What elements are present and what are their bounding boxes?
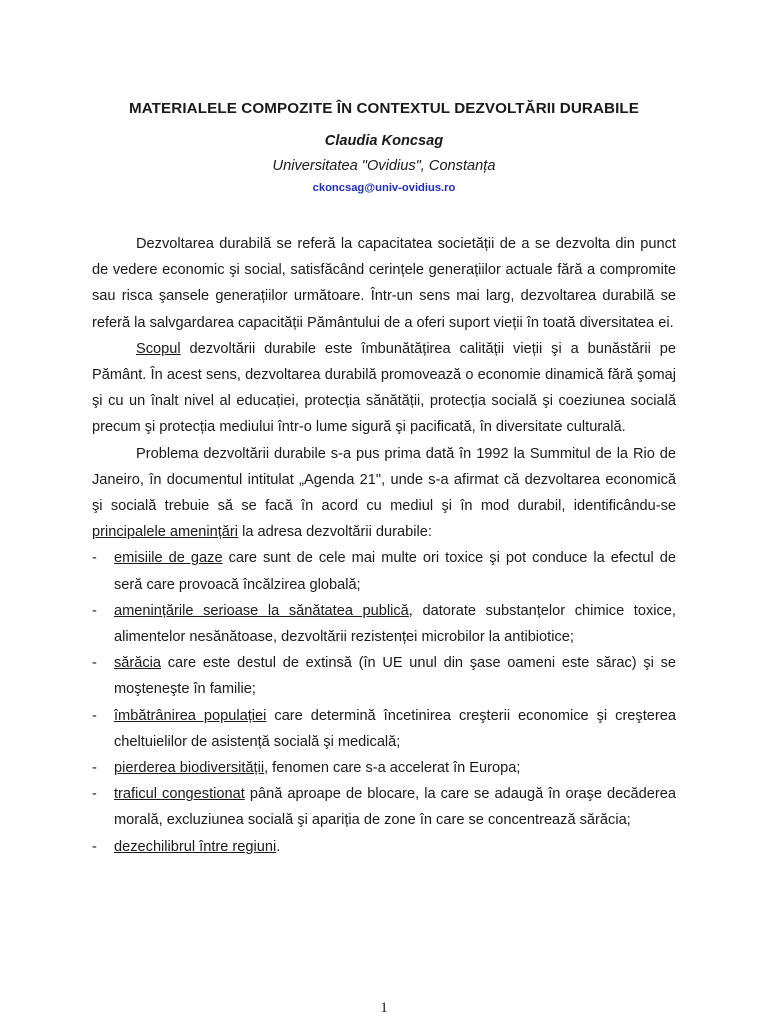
list-item-term: sărăcia — [114, 655, 162, 672]
list-item — [92, 781, 676, 833]
list-item-text: care determină încetinirea creşterii economice şi creşterea cheltuielilor de asistență socială şi medicală; — [114, 707, 676, 750]
paper-title: MATERIALELE COMPOZITE ÎN CONTEXTUL DEZVOLTĂRII DURABILE — [128, 100, 640, 117]
list-item — [92, 545, 676, 597]
list-item-term: îmbătrânirea populației — [114, 707, 267, 724]
bullet-dash: - — [92, 786, 97, 803]
paper-body — [92, 231, 676, 860]
paragraph-text: la adresa dezvoltării durabile: — [238, 524, 432, 541]
page-number: 1 — [380, 1000, 388, 1016]
paragraph-2 — [92, 336, 676, 441]
threats-list — [92, 545, 676, 859]
list-item-term: amenințările serioase la sănătatea publică — [114, 602, 409, 619]
list-item-term: dezechilibrul între regiuni — [114, 838, 277, 855]
list-item — [92, 834, 676, 860]
list-item-text: , datorate substanțelor chimice toxice, alimentelor nesănătoase, dezvoltării rezistenței microbilor la antibiotice; — [114, 602, 676, 646]
bullet-dash: - — [92, 760, 97, 777]
bullet-dash: - — [92, 707, 97, 724]
author-affiliation: Universitatea "Ovidius", Constanța — [272, 158, 496, 174]
list-item — [92, 598, 676, 650]
underlined-term: Scopul — [136, 340, 181, 357]
document-page — [92, 0, 676, 860]
list-item-text: . — [276, 838, 281, 855]
list-item — [92, 755, 676, 781]
underlined-term: principalele amenințări — [92, 524, 239, 541]
bullet-dash: - — [92, 550, 97, 567]
list-item-term: traficul congestionat — [114, 786, 245, 803]
paragraph-text: Problema dezvoltării durabile s-a pus prima dată în 1992 la Summitul de la Rio de Janeiro, în documentul intitulat „Agenda 21", unde s-a afirmat că dezvoltarea economică şi socială trebuie să se facă în acord cu mediul şi în mod durabil, identificându-se — [92, 445, 676, 515]
list-item-text: până aproape de blocare, la care se adaugă în oraşe decăderea morală, excluziunea socială şi apariția de zone în care se concentrează sărăcia; — [114, 786, 676, 829]
list-item — [92, 650, 676, 702]
list-item-text: care sunt de cele mai multe ori toxice şi pot conduce la efectul de seră care provoacă încălzirea globală; — [114, 550, 676, 593]
bullet-dash: - — [92, 602, 97, 619]
bullet-dash: - — [92, 838, 97, 855]
paragraph-text: dezvoltării durabile este îmbunătățirea calității vieții şi a bunăstării pe Pământ. În acest sens, dezvoltarea durabilă promovează o economie dinamică fără şomaj şi cu un înalt nivel al educației, protecția sănătății, protecția socială şi coeziunea socială precum şi protecția mediului într-o lume sigură şi pacificată, în diversitate culturală. — [92, 340, 676, 436]
paragraph-3 — [92, 441, 676, 546]
paragraph-1: Dezvoltarea durabilă se referă la capacitatea societății de a se dezvolta din punct de vedere economic şi social, satisfăcând cerințele generațiilor actuale fără a compromite sau risca şansele generațiilor următoare. Într-un sens mai larg, dezvoltarea durabilă se referă la salvgardarea capacității Pământului de a oferi suport vieții în toată diversitatea ei. — [92, 236, 676, 331]
list-item-term: emisiile de gaze — [114, 550, 223, 567]
list-item-text: care este destul de extinsă (în UE unul din şase oameni este sărac) şi se moşteneşte în familie; — [114, 655, 676, 698]
bullet-dash: - — [92, 655, 97, 672]
author-name: Claudia Koncsag — [324, 133, 444, 149]
list-item-term: pierderea biodiversității — [114, 760, 265, 777]
list-item — [92, 703, 676, 755]
list-item-text: , fenomen care s-a accelerat în Europa; — [264, 760, 521, 777]
author-email[interactable]: ckoncsag@univ-ovidius.ro — [312, 182, 456, 194]
